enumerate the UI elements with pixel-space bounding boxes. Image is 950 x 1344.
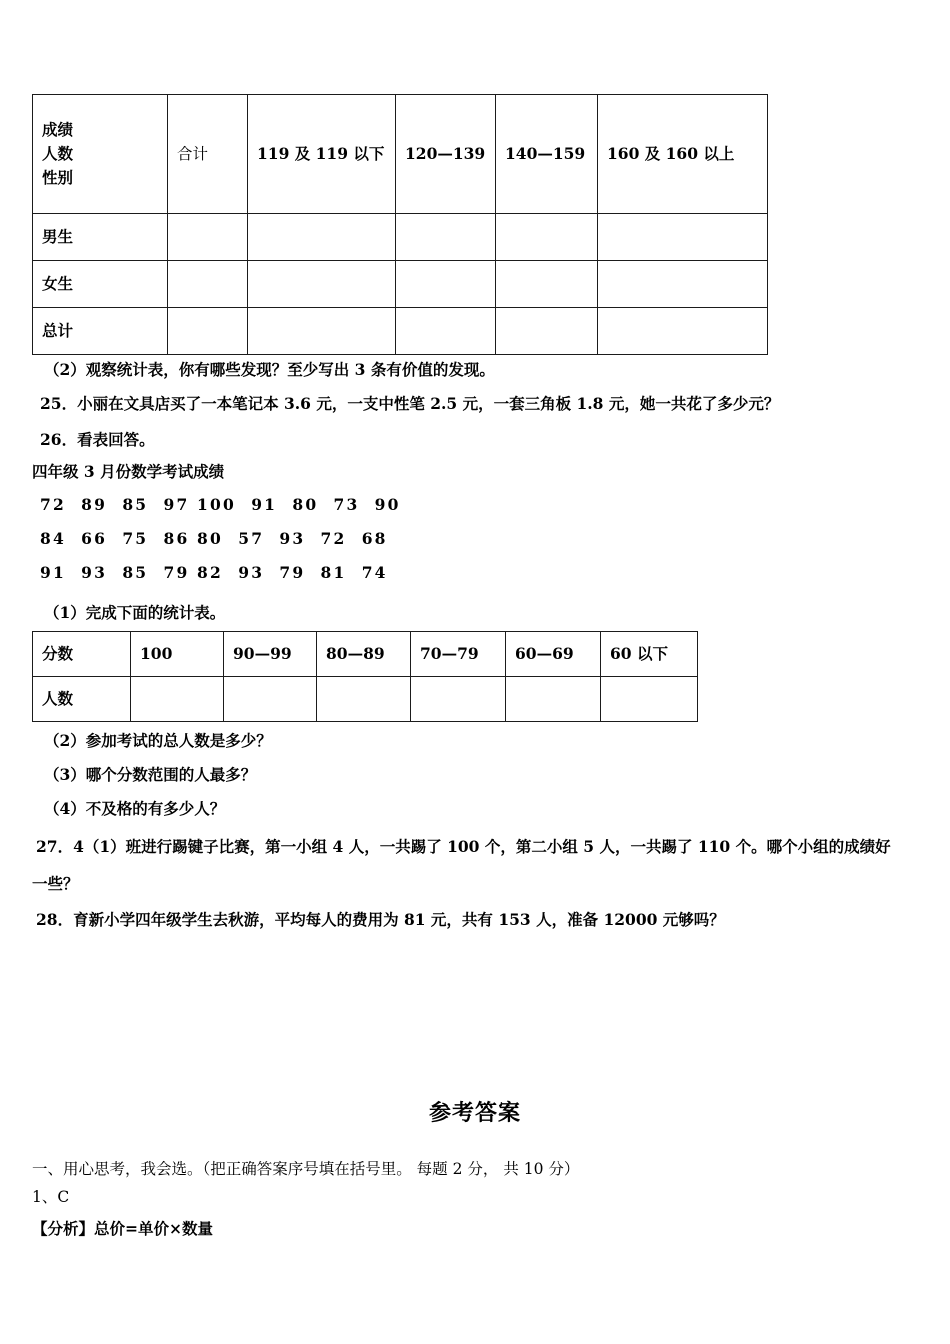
corner-label-count: 人数: [42, 143, 74, 163]
column-header-range-1: 119 及 119 以下: [248, 95, 396, 214]
cell-sum-range-1[interactable]: [248, 308, 396, 355]
answer-analysis-1: 【分析】总价=单价×数量: [32, 1219, 213, 1238]
question-26-sub3: （3）哪个分数范围的人最多？: [44, 765, 257, 784]
answers-heading: 参考答案: [428, 1101, 521, 1126]
table-row-header: [33, 95, 768, 214]
question-25: 25．小丽在文具店买了一本笔记本 3.6 元，一支中性笔 2.5 元，一套三角板 1.8 元，她一共花了多少元？: [40, 394, 780, 413]
table-score-ranges: [32, 631, 698, 722]
cell-sum-total[interactable]: [168, 308, 248, 355]
cell-female-total[interactable]: [168, 261, 248, 308]
question-26-sub1: （1）完成下面的统计表。: [44, 603, 226, 622]
cell-female-range-4[interactable]: [598, 261, 768, 308]
table-row: [33, 677, 698, 722]
question-27-line-1: 27．4（1）班进行踢键子比赛，第一小组 4 人，一共踢了 100 个，第二小组 5 人，一共踢了 110 个。哪个小组的成绩好: [36, 837, 891, 856]
score-list-row-1: 72 89 85 97 100 91 80 73 90: [40, 495, 401, 514]
row-label-count: 人数: [33, 677, 131, 722]
column-header-80-89: 80—89: [317, 632, 411, 677]
cell-count-80-89[interactable]: [317, 677, 411, 722]
cell-sum-range-4[interactable]: [598, 308, 768, 355]
cell-male-total[interactable]: [168, 214, 248, 261]
table-row: [33, 308, 768, 355]
table-corner-cell: [33, 95, 168, 214]
cell-count-60-69[interactable]: [506, 677, 601, 722]
column-header-total: 合计: [168, 95, 248, 214]
cell-female-range-3[interactable]: [496, 261, 598, 308]
cell-male-range-4[interactable]: [598, 214, 768, 261]
score-list-row-2: 84 66 75 86 80 57 93 72 68: [40, 529, 388, 548]
question-27-line-2: 一些？: [32, 874, 79, 893]
table-scores-gender: [32, 94, 768, 355]
score-list-row-3: 91 93 85 79 82 93 79 81 74: [40, 563, 388, 582]
answer-item-1: 1、C: [32, 1188, 70, 1206]
column-header-60-69: 60—69: [506, 632, 601, 677]
row-label-male: 男生: [33, 214, 168, 261]
corner-label-score: 成绩: [42, 119, 74, 139]
answers-section-1-title: 一、用心思考，我会选。（把正确答案序号填在括号里。 每题 2 分， 共 10 分）: [32, 1160, 580, 1178]
column-header-range-2: 120—139: [396, 95, 496, 214]
corner-label-gender: 性别: [42, 168, 74, 187]
question-26-title: 四年级 3 月份数学考试成绩: [32, 462, 225, 481]
column-header-90-99: 90—99: [224, 632, 317, 677]
cell-count-below-60[interactable]: [601, 677, 698, 722]
cell-male-range-2[interactable]: [396, 214, 496, 261]
row-label-female: 女生: [33, 261, 168, 308]
cell-female-range-1[interactable]: [248, 261, 396, 308]
cell-count-90-99[interactable]: [224, 677, 317, 722]
cell-male-range-3[interactable]: [496, 214, 598, 261]
column-header-below-60: 60 以下: [601, 632, 698, 677]
table-row-header: [33, 632, 698, 677]
question-26: 26．看表回答。: [40, 430, 155, 449]
column-header-range-4: 160 及 160 以上: [598, 95, 768, 214]
column-header-score: 分数: [33, 632, 131, 677]
cell-count-100[interactable]: [131, 677, 224, 722]
question-24-sub2: （2）观察统计表，你有哪些发现？至少写出 3 条有价值的发现。: [44, 360, 495, 379]
table-row: [33, 261, 768, 308]
column-header-range-3: 140—159: [496, 95, 598, 214]
cell-male-range-1[interactable]: [248, 214, 396, 261]
column-header-100: 100: [131, 632, 224, 677]
cell-count-70-79[interactable]: [411, 677, 506, 722]
cell-sum-range-3[interactable]: [496, 308, 598, 355]
question-28: 28．育新小学四年级学生去秋游，平均每人的费用为 81 元，共有 153 人，准备 12000 元够吗？: [36, 910, 725, 929]
row-label-sum: 总计: [33, 308, 168, 355]
column-header-70-79: 70—79: [411, 632, 506, 677]
cell-female-range-2[interactable]: [396, 261, 496, 308]
table-row: [33, 214, 768, 261]
question-26-sub4: （4）不及格的有多少人？: [44, 799, 226, 818]
cell-sum-range-2[interactable]: [396, 308, 496, 355]
question-26-sub2: （2）参加考试的总人数是多少？: [44, 731, 272, 750]
